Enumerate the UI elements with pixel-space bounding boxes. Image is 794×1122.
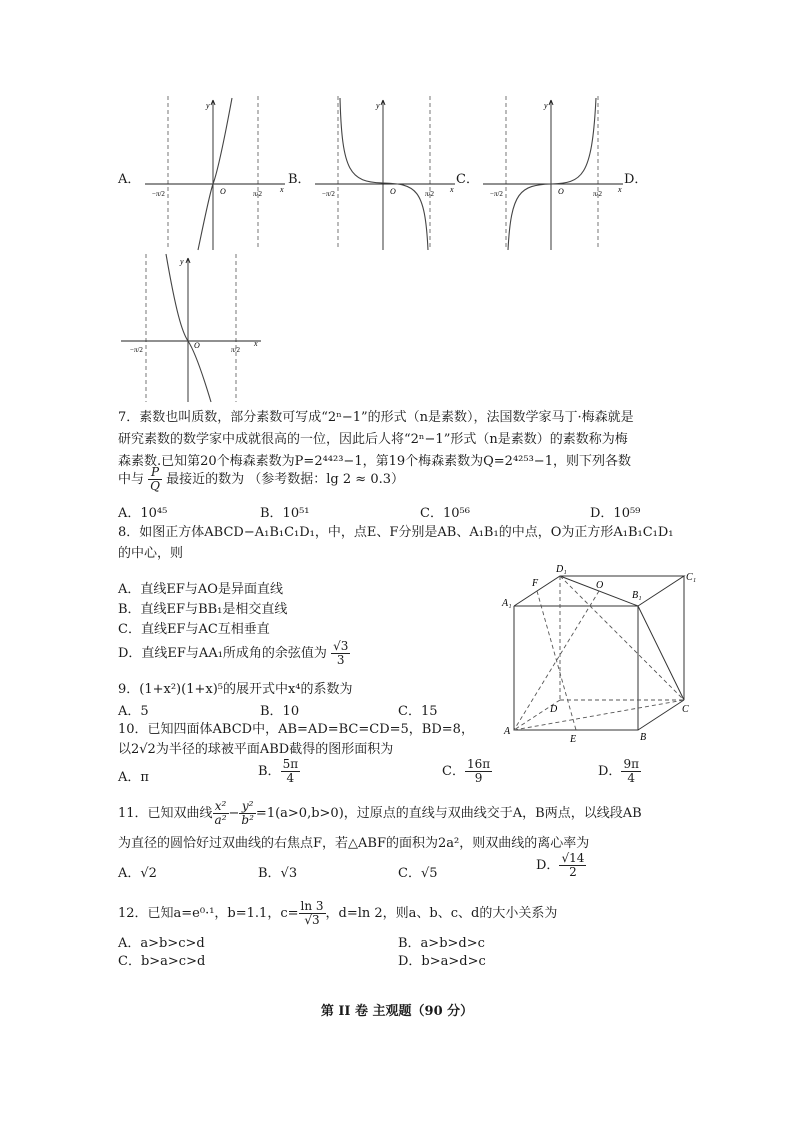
q7-line4: [118, 466, 404, 493]
label-b: B: [640, 732, 647, 742]
axis-y-label: y: [206, 101, 210, 110]
origin-label: O: [390, 187, 396, 196]
q7-choice-b: B．10⁵¹: [260, 506, 310, 521]
q7-fraction: $\frac{P}{Q}$: [150, 465, 160, 493]
axis-y-label: y: [544, 101, 548, 110]
axis-y-label: y: [180, 257, 184, 266]
q7-text-1: 素数也叫质数，部分素数可写成“2ⁿ−1”的形式（n是素数），法国数学家马丁·梅森就是: [139, 410, 634, 425]
cube-figure: [498, 562, 698, 742]
q11-line1: 11．已知双曲线 $\frac{\text{x²}}{\text{a²}}$ − $\frac{\text{y²}}{\text{b²}}$ =1(a>0,b>0)，过原点的直线与双曲线交于A，B两点，以线段AB: [118, 799, 642, 827]
q8-line2: 的中心，则: [118, 546, 184, 561]
pos-half-pi-label: π/2: [231, 346, 240, 354]
q7-number: 7．: [118, 410, 140, 425]
q8-choice-d-text: D．直线EF与AA₁所成角的余弦值为: [118, 646, 327, 661]
q8-choice-a: A．直线EF与AO是异面直线: [118, 582, 283, 597]
origin-label: O: [220, 187, 226, 196]
origin-label: O: [194, 341, 200, 350]
q7-line1: [118, 406, 634, 425]
axis-x-label: x: [618, 185, 622, 194]
neg-half-pi-label: −π/2: [152, 190, 165, 198]
label-c1: C₁: [686, 572, 697, 583]
q8-choice-d-fraction: $\frac{√3}{3}$: [333, 639, 349, 667]
q7-line4-post: 最接近的数为 （参考数据：lg 2 ≈ 0.3）: [166, 472, 404, 487]
axis-y-label: y: [376, 101, 380, 110]
label-f: F: [532, 578, 539, 589]
q10-line2: 以2√2为半径的球被平面ABD截得的图形面积为: [118, 742, 394, 757]
origin-label: O: [558, 187, 564, 196]
q8-choice-b: B．直线EF与BB₁是相交直线: [118, 602, 288, 617]
q6-option-b-label: B．: [288, 172, 311, 187]
pos-half-pi-label: π/2: [425, 190, 434, 198]
q10-choice-a: A．π: [118, 770, 149, 785]
q12-choice-c: C．b>a>c>d: [118, 954, 206, 969]
neg-half-pi-label: −π/2: [490, 190, 503, 198]
neg-half-pi-label: −π/2: [322, 190, 335, 198]
q7-line4-pre: 中与: [118, 472, 145, 487]
q8-line1: 8．如图正方体ABCD−A₁B₁C₁D₁，中，点E、F分别是AB、A₁B₁的中点，O为正方形A₁B₁C₁D₁: [118, 525, 674, 540]
graph-option-c: [478, 92, 628, 252]
axis-x-label: x: [254, 339, 258, 348]
label-a: A: [504, 726, 511, 737]
section-title: 第 II 卷 主观题（90 分）: [320, 1004, 474, 1019]
label-d: D: [550, 704, 558, 715]
q9-choice-c: C．15: [398, 704, 438, 719]
label-c: C: [682, 704, 689, 715]
q6-option-c-label: C．: [456, 172, 479, 187]
q7-line3: 森素数.已知第20个梅森素数为P=2⁴⁴²³−1，第19个梅森素数为Q=2⁴²⁵³−1，则下列各数: [118, 454, 631, 469]
q8-choice-c: C．直线EF与AC互相垂直: [118, 622, 270, 637]
q9-choice-a: A．5: [118, 704, 149, 719]
q12-choice-b: B．a>b>d>c: [398, 936, 485, 951]
q10-line1: 10．已知四面体ABCD中，AB=AD=BC=CD=5，BD=8，: [118, 722, 474, 737]
q11-choice-a: A．√2: [118, 866, 157, 881]
pos-half-pi-label: π/2: [253, 190, 262, 198]
label-d1: D₁: [556, 564, 567, 575]
q7-line2: 研究素数的数学家中成就很高的一位，因此后人将“2ⁿ−1”形式（n是素数）的素数称为梅: [118, 432, 628, 447]
axis-x-label: x: [450, 185, 454, 194]
q10-choice-d: D． $\frac{9\pi}{4}$: [598, 757, 639, 785]
graph-option-b: [310, 92, 460, 252]
label-b1: B₁: [632, 590, 642, 601]
q10-choice-b: B． $\frac{5\pi}{4}$: [258, 757, 299, 785]
axis-x-label: x: [280, 185, 284, 194]
q11-choice-b: B．√3: [258, 866, 298, 881]
pos-half-pi-label: π/2: [593, 190, 602, 198]
q12-stem: 12．已知a=e⁰·¹，b=1.1，c= $\frac{\ln 3}{√3}$ ，d=ln 2，则a、b、c、d的大小关系为: [118, 899, 558, 927]
q12-choice-d: D．b>a>d>c: [398, 954, 486, 969]
q7-choice-a: A．10⁴⁵: [118, 506, 168, 521]
label-o: O: [596, 580, 604, 591]
q8-choice-d: [118, 640, 350, 667]
q12-choice-a: A．a>b>c>d: [118, 936, 205, 951]
q6-option-d-label: D．: [624, 172, 648, 187]
graph-option-d: [116, 252, 266, 404]
label-a1: A₁: [502, 598, 512, 609]
graph-option-a: [140, 92, 290, 252]
q11-choice-d: D． $\frac{√14}{2}$: [536, 851, 585, 879]
q7-choice-d: D．10⁵⁹: [590, 506, 641, 521]
q10-choice-c: C． $\frac{16\pi}{9}$: [442, 757, 491, 785]
neg-half-pi-label: −π/2: [130, 346, 143, 354]
q6-option-a-label: A．: [118, 172, 141, 187]
q9-choice-b: B．10: [260, 704, 300, 719]
q7-choice-c: C．10⁵⁶: [420, 506, 470, 521]
q11-line2: 为直径的圆恰好过双曲线的右焦点F，若△ABF的面积为2a²，则双曲线的离心率为: [118, 836, 590, 851]
label-e: E: [570, 734, 577, 742]
q9-stem: 9．(1+x²)(1+x)⁵的展开式中x⁴的系数为: [118, 682, 353, 697]
q11-choice-c: C．√5: [398, 866, 438, 881]
